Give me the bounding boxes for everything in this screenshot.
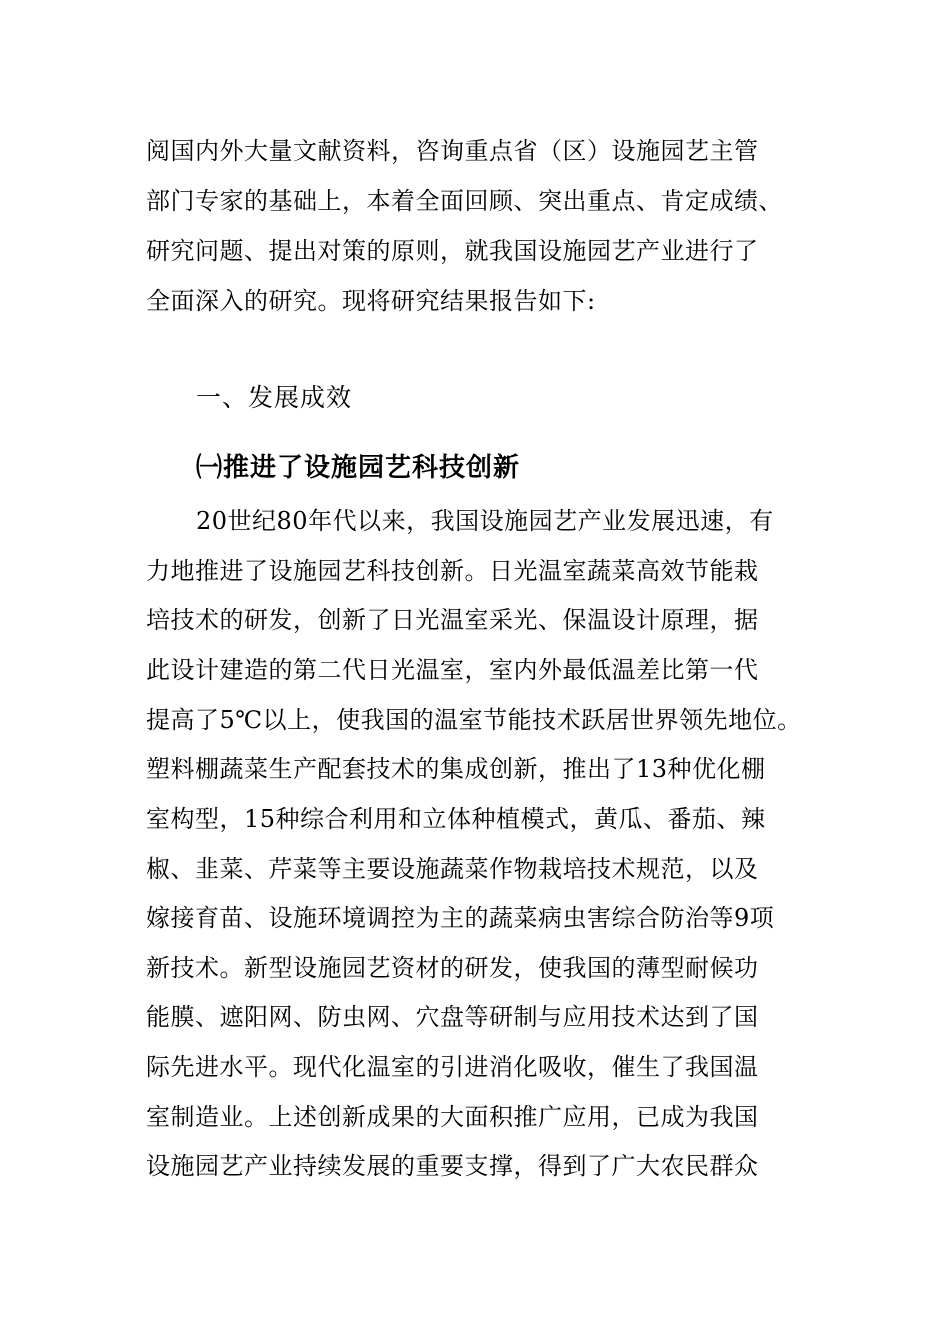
body-line-12: 际先进水平。现代化温室的引进消化吸收，催生了我国温 xyxy=(146,1053,759,1081)
section-heading: 一、发展成效 xyxy=(196,383,353,412)
body-line-10: 新技术。新型设施园艺资材的研发，使我国的薄型耐候功 xyxy=(146,954,759,982)
body-line-13: 室制造业。上述创新成果的大面积推广应用，已成为我国 xyxy=(146,1103,759,1131)
intro-line-4: 全面深入的研究。现将研究结果报告如下: xyxy=(146,287,596,315)
intro-line-1: 阅国内外大量文献资料，咨询重点省（区）设施园艺主管 xyxy=(146,137,759,165)
body-line-5: 提高了5℃以上，使我国的温室节能技术跃居世界领先地位。 xyxy=(146,706,802,734)
body-line-3: 培技术的研发，创新了日光温室采光、保温设计原理，据 xyxy=(146,606,759,634)
body-line-14: 设施园艺产业持续发展的重要支撑，得到了广大农民群众 xyxy=(146,1152,759,1180)
body-line-9: 嫁接育苗、设施环境调控为主的蔬菜病虫害综合防治等9项 xyxy=(146,904,775,932)
body-line-11: 能膜、遮阳网、防虫网、穴盘等研制与应用技术达到了国 xyxy=(146,1003,759,1031)
body-line-7: 室构型，15种综合利用和立体种植模式，黄瓜、番茄、辣 xyxy=(146,805,766,833)
body-line-4: 此设计建造的第二代日光温室，室内外最低温差比第一代 xyxy=(146,656,759,684)
body-line-1: 20世纪80年代以来，我国设施园艺产业发展迅速，有 xyxy=(196,507,774,535)
body-line-8: 椒、韭菜、芹菜等主要设施蔬菜作物栽培技术规范，以及 xyxy=(146,855,759,883)
intro-line-2: 部门专家的基础上，本着全面回顾、突出重点、肯定成绩、 xyxy=(146,187,783,215)
body-line-2: 力地推进了设施园艺科技创新。日光温室蔬菜高效节能栽 xyxy=(146,557,759,585)
sub-heading: ㈠推进了设施园艺科技创新 xyxy=(196,453,521,483)
intro-line-3: 研究问题、提出对策的原则，就我国设施园艺产业进行了 xyxy=(146,237,759,265)
body-line-6: 塑料棚蔬菜生产配套技术的集成创新，推出了13种优化棚 xyxy=(146,755,766,783)
